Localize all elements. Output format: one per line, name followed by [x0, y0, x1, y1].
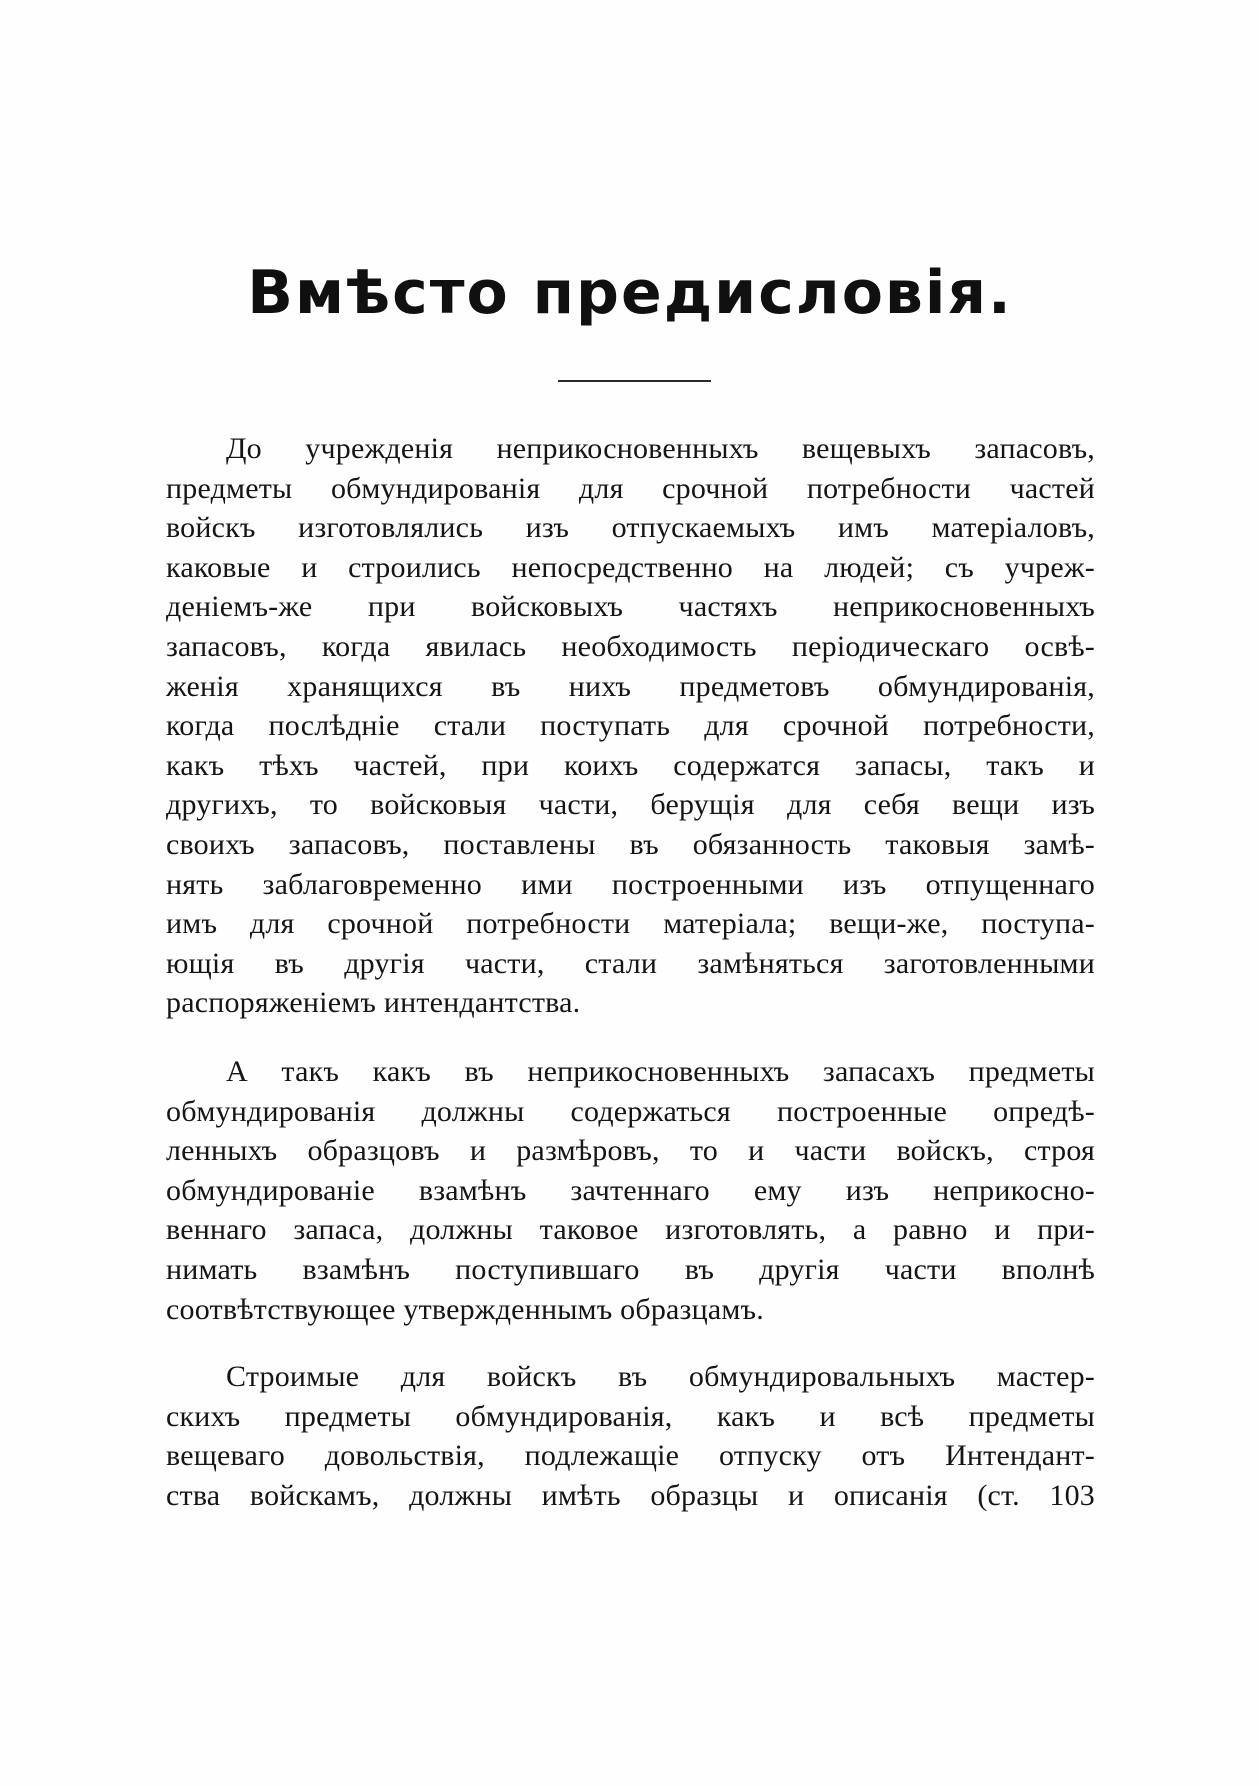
- text-line: войскъ изготовлялись изъ отпускаемыхъ имъ матеріаловъ,: [166, 511, 1095, 545]
- text-line: соотвѣтствующее утвержденнымъ образцамъ.: [166, 1292, 764, 1326]
- text-line: нимать взамѣнъ поступившаго въ другія части вполнѣ: [166, 1252, 1095, 1286]
- text-line: А такъ какъ въ неприкосновенныхъ запасахъ предметы: [226, 1055, 1095, 1088]
- text-line: распоряженіемъ интендантства.: [166, 986, 581, 1020]
- text-line: ющія въ другія части, стали замѣняться заготовленными: [166, 946, 1095, 980]
- text-line: скихъ предметы обмундированія, какъ и всѣ предметы: [166, 1399, 1095, 1433]
- text-line: Строимые для войскъ въ обмундировальныхъ мастер-: [226, 1360, 1095, 1393]
- page-title: Вмѣсто предисловія.: [247, 258, 1013, 328]
- text-line: обмундированія должны содержаться построенные опредѣ-: [166, 1094, 1095, 1128]
- text-line: ства войскамъ, должны имѣть образцы и описанія (ст. 103: [166, 1478, 1095, 1512]
- paragraph-3: [166, 1357, 1095, 1515]
- text-line: деніемъ-же при войсковыхъ частяхъ неприкосновенныхъ: [166, 590, 1095, 624]
- title-divider: [558, 380, 711, 382]
- text-line: вещеваго довольствія, подлежащіе отпуску отъ Интендант-: [166, 1439, 1095, 1473]
- text-line: обмундированіе взамѣнъ зачтеннаго ему изъ неприкосно-: [166, 1173, 1095, 1207]
- text-line: женія хранящихся въ нихъ предметовъ обмундированія,: [166, 669, 1095, 703]
- text-line: предметы обмундированія для срочной потребности частей: [166, 471, 1095, 505]
- text-line: другихъ, то войсковыя части, берущія для себя вещи изъ: [166, 788, 1095, 822]
- text-line: когда послѣдніе стали поступать для срочной потребности,: [166, 709, 1095, 743]
- text-line: До учрежденія неприкосновенныхъ вещевыхъ запасовъ,: [226, 432, 1095, 465]
- text-line: своихъ запасовъ, поставлены въ обязанность таковыя замѣ-: [166, 827, 1095, 861]
- text-line: имъ для срочной потребности матеріала; вещи-же, поступа-: [166, 907, 1095, 941]
- paragraph-2: [166, 1052, 1095, 1329]
- text-line: нять заблаговременно ими построенными изъ отпущеннаго: [166, 867, 1095, 901]
- paragraph-1: [166, 429, 1095, 1023]
- text-line: веннаго запаса, должны таковое изготовлять, а равно и при-: [166, 1213, 1095, 1247]
- text-line: какъ тѣхъ частей, при коихъ содержатся запасы, такъ и: [166, 748, 1095, 782]
- text-line: ленныхъ образцовъ и размѣровъ, то и части войскъ, строя: [166, 1134, 1095, 1168]
- text-line: каковые и строились непосредственно на людей; съ учреж-: [166, 550, 1095, 584]
- text-line: запасовъ, когда явилась необходимость періодическаго освѣ-: [166, 629, 1095, 663]
